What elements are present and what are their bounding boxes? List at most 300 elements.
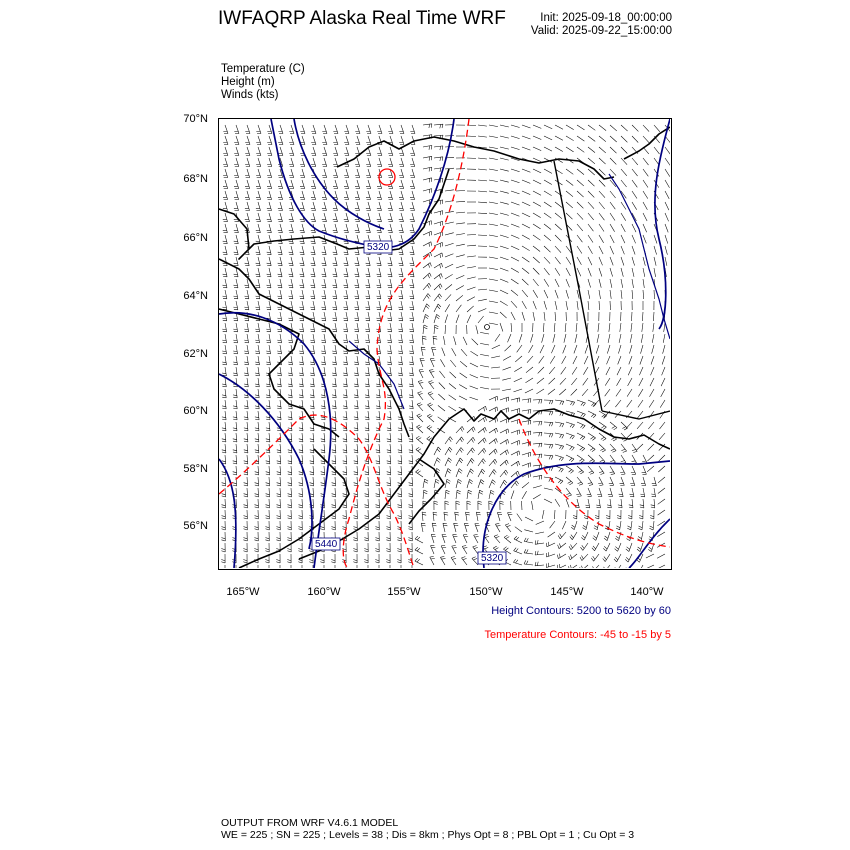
wind-barb	[649, 400, 654, 408]
wind-barb	[409, 356, 413, 365]
wind-barb	[588, 224, 593, 231]
wind-barb	[388, 125, 393, 134]
wind-barb	[276, 554, 280, 563]
wind-barb	[489, 459, 497, 466]
wind-barb	[365, 301, 370, 310]
wind-barb	[365, 466, 369, 475]
wind-barb	[299, 477, 303, 486]
wind-barb	[355, 224, 360, 233]
wind-barb	[533, 279, 539, 286]
wind-barb	[445, 314, 448, 323]
wind-barb	[621, 444, 627, 452]
wind-barb	[445, 254, 453, 257]
wind-barb	[266, 389, 270, 398]
wind-barb	[355, 279, 360, 288]
wind-barb	[489, 323, 498, 325]
wind-barb	[475, 524, 480, 533]
wind-barb	[555, 422, 564, 427]
wind-barb	[610, 224, 615, 232]
wind-barb	[583, 521, 589, 530]
wind-barb	[399, 125, 404, 134]
wind-barb	[244, 455, 248, 464]
wind-barb	[353, 532, 357, 541]
wind-barb	[299, 367, 303, 376]
wind-barb	[489, 180, 498, 182]
wind-barb	[500, 429, 509, 434]
wind-barb	[222, 477, 226, 486]
wind-barb	[354, 334, 358, 343]
wind-barb	[489, 191, 498, 193]
wind-barb	[344, 136, 349, 145]
wind-barb	[533, 290, 538, 298]
wind-barb	[387, 510, 391, 519]
wind-barb	[434, 157, 443, 161]
wind-barb	[456, 265, 465, 268]
wind-barb	[665, 202, 669, 210]
wind-barb	[456, 275, 464, 279]
wind-barb	[500, 397, 509, 402]
wind-barb	[398, 422, 402, 431]
seward-coast	[219, 169, 449, 259]
wind-barb	[658, 477, 665, 483]
wind-barb	[409, 389, 413, 398]
lon-tick-165: 165°W	[226, 586, 260, 598]
wind-barb	[638, 400, 643, 407]
wind-barb	[287, 521, 291, 530]
wind-barb	[654, 246, 657, 255]
wind-barb	[535, 540, 544, 544]
wind-barb	[343, 356, 347, 365]
wind-barb	[489, 257, 498, 259]
wind-barb	[522, 431, 531, 436]
wind-barb	[300, 246, 305, 255]
wind-barb	[310, 334, 314, 343]
wind-barb	[566, 257, 571, 265]
wind-barb	[514, 536, 522, 543]
wind-barb	[332, 455, 336, 464]
wind-barb	[524, 549, 533, 554]
wind-barb	[544, 301, 547, 310]
wind-barb	[588, 268, 591, 276]
wind-barb	[276, 532, 280, 541]
wind-barb	[658, 499, 665, 504]
wind-barb	[495, 334, 500, 341]
wind-barb	[223, 147, 228, 156]
wind-barb	[387, 334, 391, 343]
wind-barb	[595, 510, 599, 519]
wind-barb	[423, 273, 431, 279]
wind-barb	[643, 169, 648, 176]
wind-barb	[423, 479, 428, 488]
wind-barb	[278, 246, 283, 255]
wind-barb	[432, 523, 436, 532]
wind-barb	[423, 156, 432, 160]
wind-barb	[311, 257, 316, 266]
wind-barb	[276, 565, 280, 568]
wind-barb	[577, 180, 584, 186]
wind-barb	[364, 532, 368, 541]
wind-barb	[599, 301, 600, 310]
wind-barb	[577, 257, 581, 265]
wind-barb	[354, 367, 358, 376]
wind-barb	[223, 125, 228, 134]
wind-barb	[387, 312, 391, 321]
rivers	[349, 174, 670, 409]
wind-barb	[628, 378, 632, 386]
wind-barb	[478, 469, 485, 477]
wind-barb	[311, 158, 316, 167]
wind-barb	[646, 554, 654, 558]
height-label-text-3: 5320	[481, 553, 504, 564]
wind-barb	[522, 224, 530, 228]
wind-barb	[366, 180, 371, 189]
wind-barb	[254, 521, 258, 530]
wind-barb	[387, 422, 391, 431]
wind-barb	[387, 488, 391, 497]
wind-barb	[399, 279, 404, 288]
wind-barb	[580, 554, 588, 561]
wind-barb	[588, 202, 594, 209]
wind-barb	[365, 477, 369, 486]
wind-barb	[511, 125, 520, 128]
wind-barb	[244, 444, 248, 453]
wind-barb	[333, 290, 337, 299]
wind-barb	[646, 565, 654, 568]
wind-barb	[354, 455, 358, 464]
wind-barb	[221, 543, 225, 552]
wind-barb	[423, 263, 431, 268]
wind-barb	[277, 367, 281, 376]
wind-barb	[626, 422, 632, 429]
wind-barb	[423, 167, 432, 171]
lat-tick-68: 68°N	[183, 173, 208, 185]
wind-barb	[244, 488, 248, 497]
wind-barb	[398, 356, 402, 365]
wind-barb	[388, 224, 393, 233]
height-contour-inner	[294, 119, 384, 229]
wind-barb	[544, 180, 552, 185]
wind-barb	[641, 334, 643, 343]
wind-barb	[610, 290, 611, 299]
wind-barb	[489, 268, 498, 270]
wind-barb	[355, 169, 360, 178]
wind-barb	[344, 125, 349, 134]
wind-barb	[309, 565, 313, 568]
wind-barb	[445, 325, 446, 334]
wind-barb	[377, 158, 382, 167]
wind-barb	[255, 301, 260, 310]
wind-barb	[365, 378, 369, 387]
wind-barb	[255, 444, 259, 453]
wind-barb	[255, 356, 259, 365]
wind-barb	[632, 169, 638, 176]
wind-barb	[478, 191, 487, 192]
wind-barb	[577, 147, 584, 152]
wind-barb	[332, 378, 336, 387]
wind-barb	[547, 552, 556, 557]
wind-barb	[628, 510, 632, 519]
height-label-text-2: 5440	[315, 539, 338, 550]
wind-barb	[255, 389, 259, 398]
wind-barb	[386, 554, 390, 563]
wind-barb	[386, 521, 390, 530]
wind-barb	[489, 136, 498, 138]
wind-barb	[654, 257, 656, 266]
wind-barb	[639, 510, 643, 519]
wind-barb	[577, 477, 583, 485]
wind-barb	[365, 433, 369, 442]
wind-barb	[288, 334, 292, 343]
model-info	[221, 817, 634, 841]
wind-barb	[289, 147, 294, 156]
wind-barb	[544, 246, 551, 252]
wind-barb	[267, 257, 272, 266]
wind-barb	[555, 136, 563, 140]
wind-barb	[299, 345, 303, 354]
wind-barb	[333, 224, 338, 233]
wind-barb	[398, 323, 402, 332]
wind-barb	[377, 290, 381, 299]
wind-barb	[522, 452, 531, 457]
wind-barb	[522, 136, 531, 139]
wind-barb	[427, 414, 434, 422]
wind-barb	[410, 257, 415, 266]
wind-barb	[398, 499, 402, 508]
wind-barb	[266, 433, 270, 442]
wind-barb	[398, 455, 402, 464]
wind-barb	[456, 490, 461, 499]
wind-barb	[354, 323, 358, 332]
wind-barb	[460, 373, 467, 378]
wind-barb	[566, 125, 574, 130]
wind-barb	[584, 356, 588, 364]
wind-barb	[233, 389, 237, 398]
wind-barb	[571, 521, 577, 530]
wind-barb	[489, 439, 497, 445]
wind-barb	[522, 213, 530, 217]
wind-barb	[266, 466, 270, 475]
wind-barb	[657, 532, 665, 537]
wind-barb	[288, 389, 292, 398]
wind-barb	[387, 367, 391, 376]
wind-barb	[533, 268, 539, 275]
wind-barb	[505, 345, 512, 351]
wind-barb	[233, 356, 237, 365]
wind-barb	[649, 411, 654, 418]
wind-barb	[398, 433, 402, 442]
wind-barb	[244, 378, 248, 387]
wind-barb	[377, 279, 382, 288]
wind-barb	[500, 279, 508, 282]
wind-barb	[637, 422, 643, 429]
wind-barb	[289, 268, 294, 277]
wind-barb	[573, 510, 577, 519]
wind-barb	[550, 356, 555, 364]
wind-barb	[417, 414, 423, 422]
wind-barb	[333, 268, 338, 277]
wind-barb	[588, 169, 595, 175]
wind-barb	[467, 136, 476, 137]
wind-barb	[577, 136, 584, 141]
wind-barb	[522, 290, 528, 297]
wind-barb	[478, 480, 484, 489]
wind-barb	[597, 488, 602, 497]
wind-barb	[511, 398, 520, 403]
wind-barb	[621, 125, 628, 131]
wind-barb	[489, 396, 498, 401]
wind-barb	[332, 323, 336, 332]
wind-barb	[387, 477, 391, 486]
wind-barb	[343, 301, 348, 310]
wind-barb	[529, 345, 534, 353]
wind-barb	[299, 444, 303, 453]
wind-barb	[255, 367, 259, 376]
wind-barb	[289, 213, 294, 222]
wind-barb	[254, 565, 258, 568]
wind-barb	[478, 213, 487, 214]
wind-barb	[245, 213, 250, 222]
wind-barb	[632, 312, 633, 321]
wind-barb	[255, 510, 259, 519]
wind-barb	[431, 534, 436, 543]
wind-barb	[525, 389, 533, 393]
wind-barb	[470, 351, 478, 356]
wind-barb	[387, 433, 391, 442]
wind-barb	[409, 367, 413, 376]
wind-barb	[332, 345, 336, 354]
wind-barb	[467, 297, 475, 301]
wind-barb	[639, 367, 643, 375]
wind-barb	[287, 554, 291, 563]
wind-barb	[399, 290, 403, 299]
wind-barb	[344, 290, 348, 299]
wind-barb	[409, 477, 413, 486]
wind-barb	[663, 334, 665, 343]
wind-barb	[566, 455, 574, 462]
wind-barb	[278, 136, 283, 145]
wind-barb	[397, 554, 401, 563]
wind-barb	[599, 147, 606, 153]
wind-barb	[300, 224, 305, 233]
wind-barb	[321, 356, 325, 365]
wind-barb	[300, 191, 305, 200]
wind-barb	[665, 169, 670, 177]
wind-barb	[643, 191, 648, 199]
wind-barb	[607, 499, 611, 508]
wind-barb	[577, 411, 585, 417]
wind-barb	[277, 334, 281, 343]
wind-barb	[344, 147, 349, 156]
wind-barb	[621, 279, 623, 288]
wind-barb	[489, 290, 498, 292]
wind-barb	[366, 213, 371, 222]
wind-barb	[621, 268, 623, 277]
wind-barb	[288, 411, 292, 420]
wind-barb	[322, 202, 327, 211]
init-time: Init: 2025-09-18_00:00:00	[540, 12, 672, 24]
wind-barb	[642, 323, 643, 332]
wind-barb	[588, 235, 593, 243]
wind-barb	[658, 488, 665, 494]
wind-barb	[588, 213, 594, 220]
wind-barb	[354, 356, 358, 365]
wind-barb	[533, 136, 541, 140]
wind-barb	[588, 125, 595, 130]
wind-barb	[456, 315, 459, 323]
wind-barb	[245, 191, 250, 200]
wind-barb	[321, 312, 325, 321]
wind-barb	[310, 400, 314, 409]
wind-barb	[555, 147, 563, 152]
wind-barb	[255, 345, 259, 354]
wind-barb	[415, 536, 423, 543]
wind-barb	[489, 202, 498, 204]
wind-barb	[665, 224, 668, 232]
wind-barb	[614, 554, 621, 562]
wind-barb	[588, 400, 596, 407]
wind-barb	[267, 268, 272, 277]
wind-barb	[555, 224, 562, 230]
wind-barb	[511, 461, 520, 466]
wind-barb	[511, 419, 520, 424]
wind-barb	[429, 381, 435, 389]
wind-barb	[555, 455, 564, 461]
wind-barb	[423, 231, 432, 236]
wind-barb	[434, 263, 443, 268]
wind-barb	[500, 439, 509, 444]
wind-barb	[438, 394, 445, 400]
wind-barb	[365, 334, 369, 343]
wind-barb	[632, 455, 637, 464]
wind-barb	[533, 180, 541, 184]
wind-barb	[375, 565, 379, 568]
wind-barb	[445, 190, 454, 191]
wind-barb	[500, 147, 509, 149]
height-label-text-1: 5320	[367, 242, 390, 253]
wind-barb	[222, 301, 227, 310]
wind-barb	[478, 158, 487, 159]
wind-barb	[376, 444, 380, 453]
wind-barb	[478, 235, 487, 236]
wind-barb	[577, 268, 581, 276]
wind-barb	[256, 169, 261, 178]
wind-barb	[300, 235, 305, 244]
wind-barb	[265, 521, 269, 530]
wind-barb	[233, 323, 237, 332]
wind-barb	[299, 356, 303, 365]
wind-barb	[544, 169, 552, 173]
wind-barb	[289, 279, 294, 288]
wind-barb	[543, 323, 544, 332]
wind-barb	[480, 343, 489, 345]
wind-barb	[333, 213, 338, 222]
wind-barb	[522, 463, 531, 468]
wind-barb	[632, 290, 633, 299]
wind-barb	[377, 125, 382, 134]
wind-barb	[456, 286, 464, 291]
wind-barb	[557, 564, 566, 568]
wind-barb	[489, 213, 498, 215]
wind-barb	[643, 125, 649, 132]
wind-barb	[355, 180, 360, 189]
wind-barb	[610, 169, 616, 176]
wind-barb	[467, 277, 476, 279]
wind-barb	[333, 125, 338, 134]
model-config: WE = 225 ; SN = 225 ; Levels = 38 ; Dis = 8km ; Phys Opt = 8 ; PBL Opt = 1 ; Cu Opt = 3	[221, 829, 635, 841]
wind-barb	[321, 389, 325, 398]
wind-barb	[610, 125, 617, 131]
wind-barb	[354, 510, 358, 519]
